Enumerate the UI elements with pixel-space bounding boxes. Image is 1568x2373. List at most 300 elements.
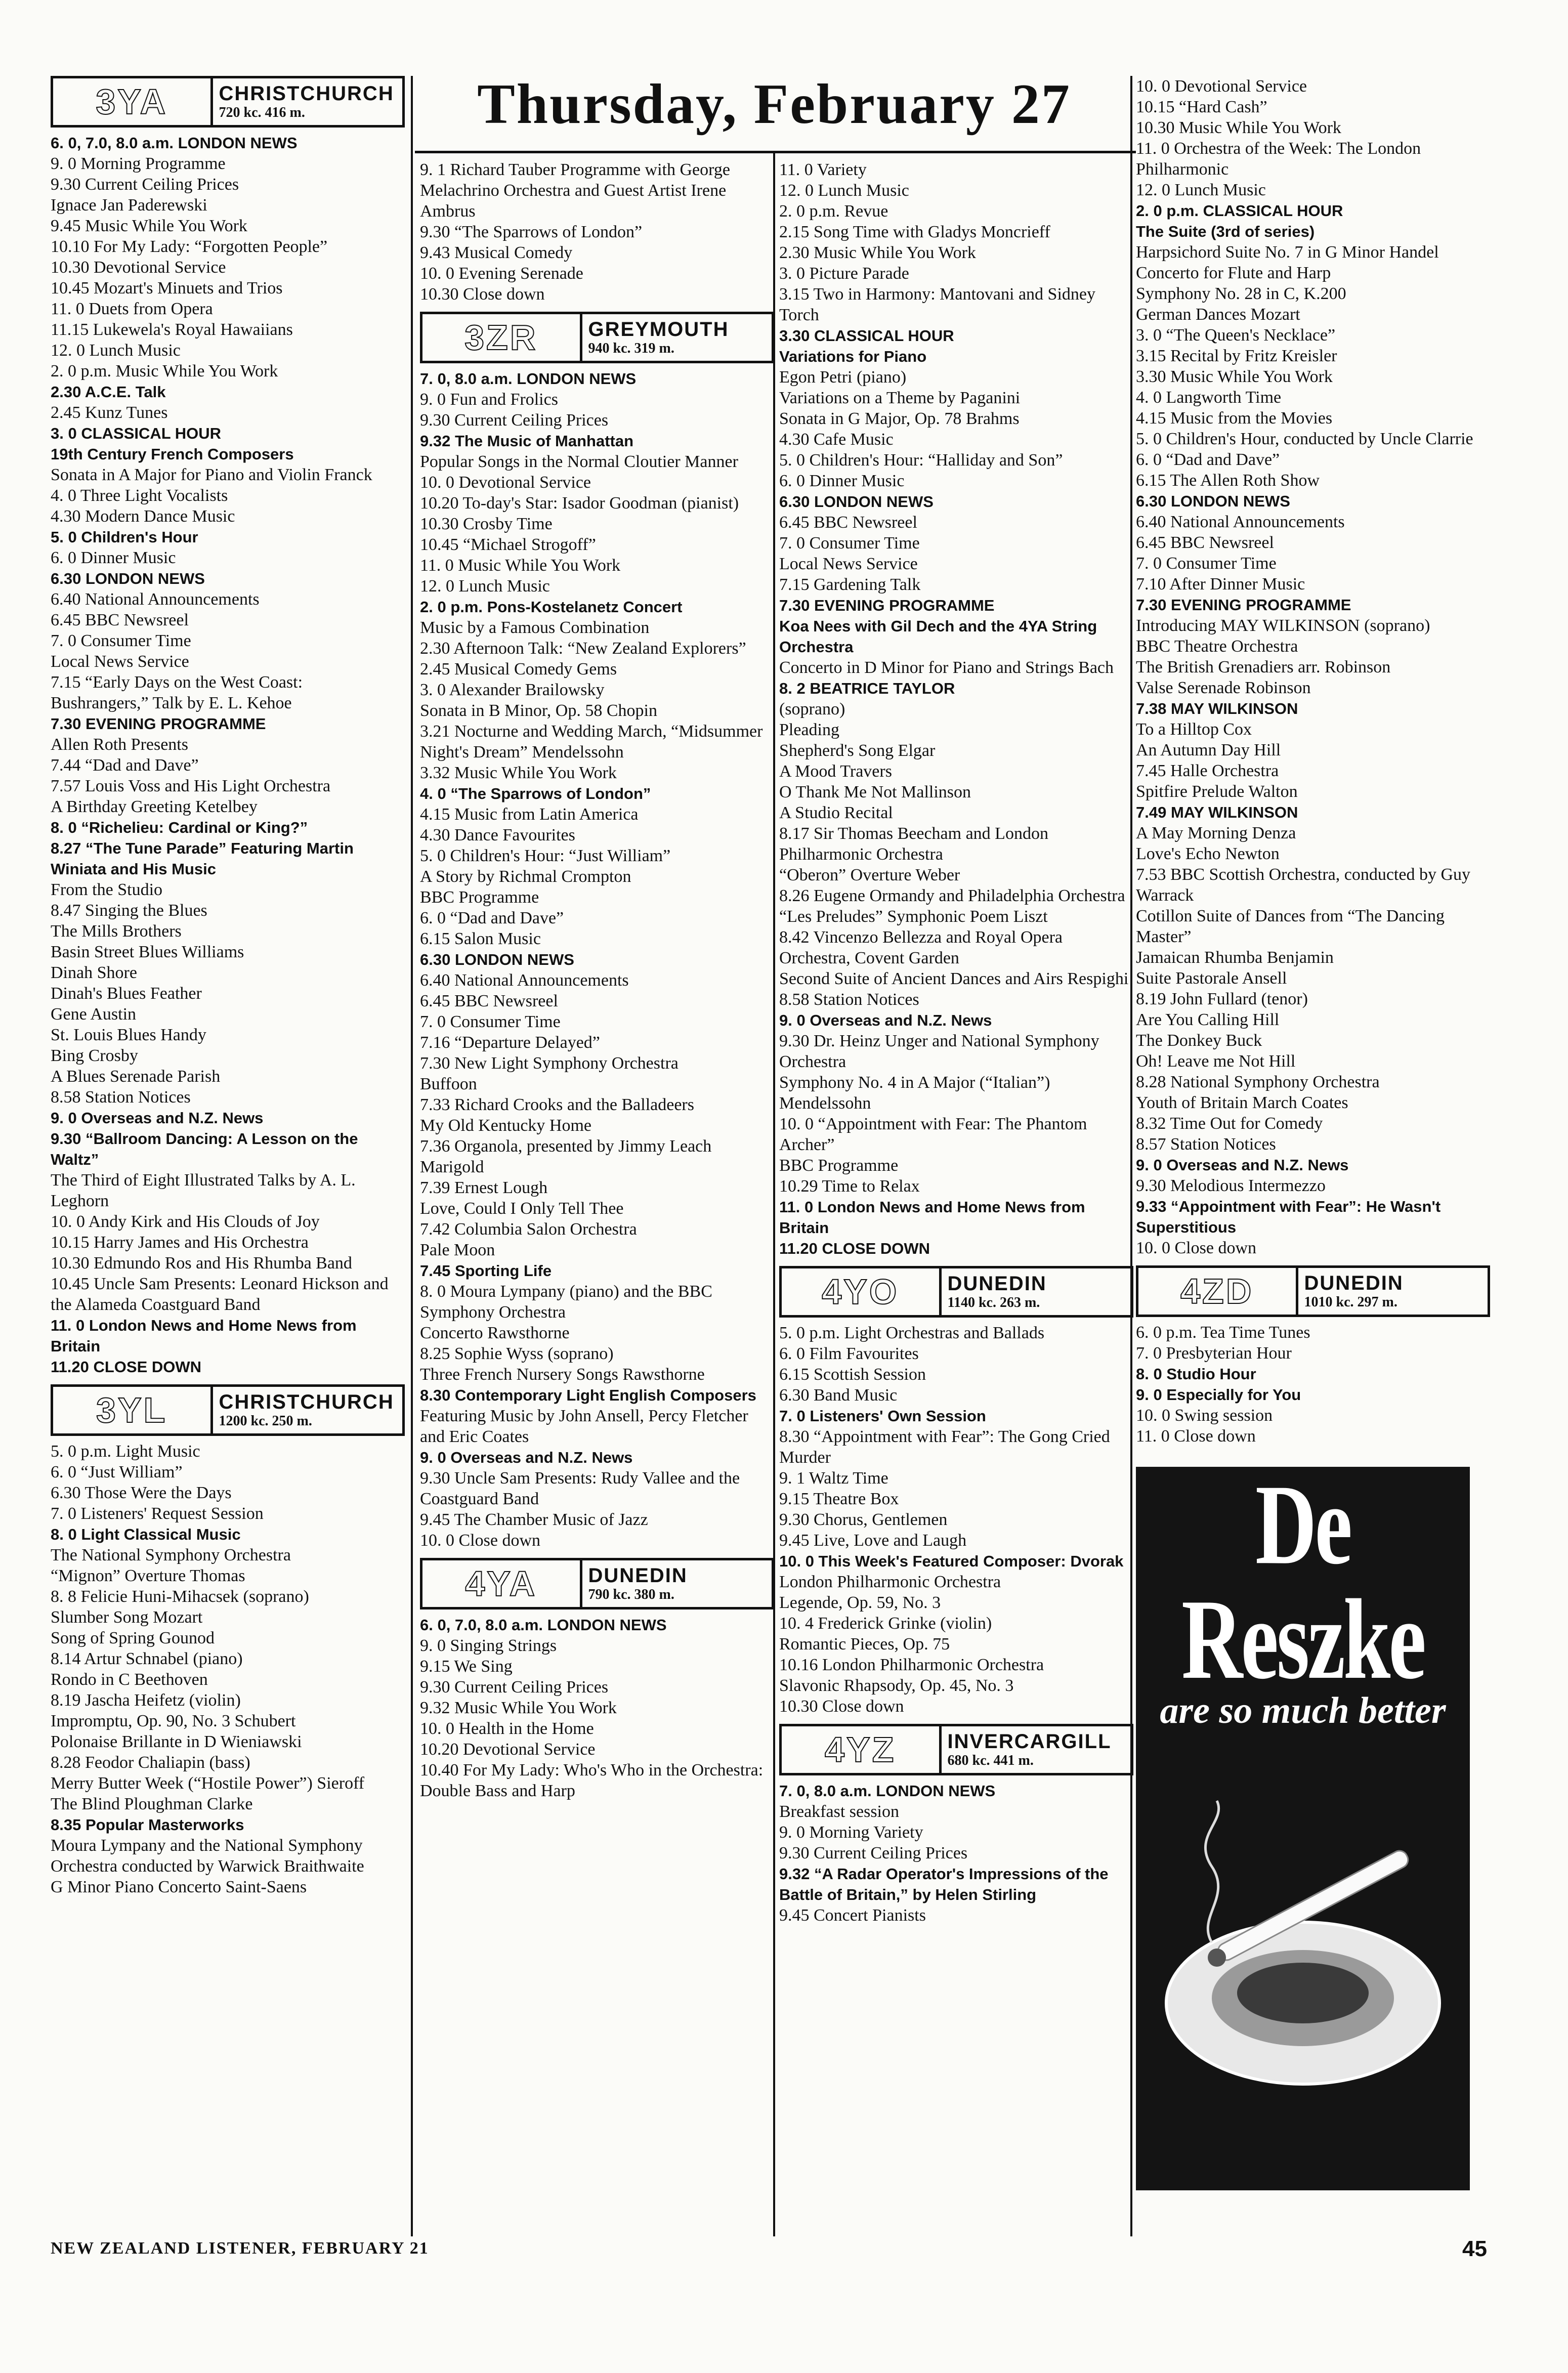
program-entry: 7.53 BBC Scottish Orchestra, conducted by Guy Warrack (1136, 865, 1471, 905)
program-entry: 8.32 Time Out for Comedy (1136, 1114, 1323, 1133)
program-entry: Sonata in B Minor, Op. 58 Chopin (420, 701, 657, 720)
program-entry: 11.15 Lukewela's Royal Hawaiians (51, 320, 293, 339)
program-entry: 6.30 LONDON NEWS (1136, 492, 1290, 510)
program-entry: 3.30 CLASSICAL HOUR (779, 327, 954, 345)
program-list-4yz (779, 1781, 1133, 1926)
program-entry: A May Morning Denza (1136, 824, 1296, 842)
program-entry: 7.45 Sporting Life (420, 1262, 552, 1280)
program-entry: A Story by Richmal Crompton (420, 867, 631, 886)
program-entry: 6.40 National Announcements (420, 971, 629, 990)
ashtray-cigarette-illustration (1156, 1791, 1450, 2175)
page-number: 45 (1462, 2236, 1487, 2261)
program-entry: 6. 0, 7.0, 8.0 a.m. LONDON NEWS (420, 1616, 667, 1634)
program-entry: 9.30 Melodious Intermezzo (1136, 1176, 1326, 1195)
program-entry: Basin Street Blues Williams (51, 943, 244, 961)
program-entry: 9.30 Current Ceiling Prices (420, 411, 609, 430)
column-1 (51, 76, 405, 1897)
program-entry: 8.26 Eugene Ormandy and Philadelphia Orchestra (779, 886, 1125, 905)
program-entry: BBC Theatre Orchestra (1136, 637, 1298, 656)
program-entry: Local News Service (779, 555, 918, 573)
program-entry: 9. 1 Waltz Time (779, 1469, 888, 1488)
program-entry: 11.20 CLOSE DOWN (779, 1240, 930, 1257)
station-frequency: 1140 kc. 263 m. (947, 1295, 1040, 1310)
program-entry: 3.32 Music While You Work (420, 764, 617, 782)
station-call-sign: 3YA (53, 78, 213, 125)
station-header-3zr (420, 312, 774, 363)
program-entry: 7. 0, 8.0 a.m. LONDON NEWS (779, 1782, 996, 1800)
program-entry: The British Grenadiers arr. Robinson (1136, 658, 1391, 676)
station-call-sign: 4ZD (1138, 1268, 1298, 1315)
program-entry: 7.30 EVENING PROGRAMME (1136, 596, 1351, 614)
program-entry: 5. 0 Children's Hour: “Just William” (420, 846, 671, 865)
program-entry: 7.49 MAY WILKINSON (1136, 803, 1298, 821)
program-entry: 10. 0 Devotional Service (420, 473, 591, 492)
program-entry: 10.10 For My Lady: “Forgotten People” (51, 237, 328, 256)
program-entry: 6.15 The Allen Roth Show (1136, 471, 1320, 490)
program-entry: Local News Service (51, 652, 189, 671)
program-entry: 10. 0 Andy Kirk and His Clouds of Joy (51, 1212, 320, 1231)
program-entry: The Blind Ploughman Clarke (51, 1795, 253, 1813)
footer-publication: NEW ZEALAND LISTENER, FEBRUARY 21 (51, 2239, 429, 2258)
program-entry: 10.30 Crosby Time (420, 515, 553, 533)
program-entry: O Thank Me Not Mallinson (779, 783, 971, 801)
program-entry: 8.58 Station Notices (51, 1088, 191, 1107)
program-entry: 2.45 Kunz Tunes (51, 403, 168, 422)
program-entry: Valse Serenade Robinson (1136, 679, 1311, 697)
program-entry: 7. 0, 8.0 a.m. LONDON NEWS (420, 370, 637, 388)
program-entry: 9.30 Current Ceiling Prices (420, 1678, 609, 1697)
ad-brand: De Reszke (1181, 1467, 1424, 1703)
program-entry: 6. 0 Dinner Music (51, 548, 176, 567)
program-entry: Sonata in G Major, Op. 78 Brahms (779, 409, 1020, 428)
program-entry: Bing Crosby (51, 1046, 138, 1065)
program-entry: Jamaican Rhumba Benjamin (1136, 948, 1334, 967)
program-entry: 5. 0 p.m. Light Orchestras and Ballads (779, 1324, 1045, 1342)
program-entry: 8.28 Feodor Chaliapin (bass) (51, 1753, 250, 1772)
station-call-sign: 4YA (422, 1560, 582, 1607)
program-entry: 2. 0 p.m. Pons-Kostelanetz Concert (420, 598, 683, 616)
program-entry: 6.30 Band Music (779, 1386, 898, 1405)
program-entry: 10. 0 “Appointment with Fear: The Phantom Archer” (779, 1115, 1087, 1154)
program-entry: 3.21 Nocturne and Wedding March, “Midsummer Night's Dream” Mendelssohn (420, 722, 763, 761)
program-entry: Slavonic Rhapsody, Op. 45, No. 3 (779, 1676, 1014, 1695)
program-entry: 10. 0 Devotional Service (1136, 77, 1307, 96)
program-entry: 10.40 For My Lady: Who's Who in the Orchestra: Double Bass and Harp (420, 1761, 764, 1800)
station-frequency: 790 kc. 380 m. (588, 1587, 674, 1602)
program-entry: 9.45 Concert Pianists (779, 1906, 926, 1925)
program-list-3zr (420, 368, 774, 1551)
program-entry: BBC Programme (779, 1156, 899, 1175)
program-entry: 7. 0 Listeners' Own Session (779, 1407, 986, 1425)
program-entry: 8.30 “Appointment with Fear”: The Gong Cried Murder (779, 1427, 1110, 1467)
program-entry: 8.17 Sir Thomas Beecham and London Philharmonic Orchestra (779, 824, 1048, 864)
program-entry: 9.32 Music While You Work (420, 1699, 617, 1717)
station-call-sign: 4YZ (782, 1726, 942, 1773)
program-entry: 8. 0 Light Classical Music (51, 1525, 241, 1543)
program-entry: 8. 8 Felicie Huni-Mihacsek (soprano) (51, 1587, 309, 1606)
program-list-4ya-cont (420, 159, 774, 305)
program-entry: 2. 0 p.m. Revue (779, 202, 888, 221)
program-entry: 7.15 Gardening Talk (779, 575, 921, 594)
program-entry: 6. 0 “Just William” (51, 1463, 183, 1481)
program-entry: 8.27 “The Tune Parade” Featuring Martin Winiata and His Music (51, 839, 354, 878)
station-city: INVERCARGILL (947, 1730, 1112, 1753)
program-list-3ya (51, 133, 405, 1377)
program-entry: 2. 0 p.m. Music While You Work (51, 362, 278, 380)
program-entry: 4. 0 “The Sparrows of London” (420, 785, 651, 802)
program-entry: 2.15 Song Time with Gladys Moncrieff (779, 223, 1050, 241)
program-entry: G Minor Piano Concerto Saint-Saens (51, 1878, 307, 1896)
program-entry: 7.30 EVENING PROGRAMME (51, 715, 266, 733)
program-entry: Marigold (420, 1158, 484, 1176)
program-entry: 9.45 Live, Love and Laugh (779, 1531, 967, 1550)
program-entry: 3.15 Two in Harmony: Mantovani and Sidney Torch (779, 285, 1095, 324)
program-entry: 3. 0 Alexander Brailowsky (420, 681, 605, 699)
program-entry: 7. 0 Consumer Time (1136, 554, 1277, 573)
program-entry: 9. 0 Singing Strings (420, 1636, 557, 1655)
program-entry: 5. 0 Children's Hour, conducted by Uncle Clarrie (1136, 430, 1473, 448)
program-entry: 9.32 “A Radar Operator's Impressions of the Battle of Britain,” by Helen Stirling (779, 1865, 1109, 1903)
program-entry: 9.15 We Sing (420, 1657, 513, 1676)
program-entry: 7.10 After Dinner Music (1136, 575, 1305, 594)
program-entry: 10.45 “Michael Strogoff” (420, 535, 596, 554)
program-entry: Concerto Rawsthorne (420, 1324, 570, 1342)
program-entry: London Philharmonic Orchestra (779, 1573, 1001, 1591)
program-list-4yz-cont (1136, 76, 1490, 1258)
program-entry: 6. 0 Film Favourites (779, 1344, 919, 1363)
program-entry: Ignace Jan Paderewski (51, 196, 207, 215)
program-entry: 9. 0 Fun and Frolics (420, 390, 558, 409)
station-header-4yo (779, 1266, 1133, 1318)
program-entry: 7.36 Organola, presented by Jimmy Leach (420, 1137, 712, 1156)
program-entry: 10. 0 This Week's Featured Composer: Dvorak (779, 1552, 1124, 1570)
program-entry: 6.45 BBC Newsreel (779, 513, 917, 532)
program-entry: 6.30 Those Were the Days (51, 1484, 232, 1502)
program-entry: Symphony No. 4 in A Major (“Italian”) Mendelssohn (779, 1073, 1050, 1113)
program-list-4yo (779, 1323, 1133, 1717)
program-entry: 8. 0 “Richelieu: Cardinal or King?” (51, 819, 308, 836)
program-entry: Legende, Op. 59, No. 3 (779, 1593, 941, 1612)
program-entry: “Les Preludes” Symphonic Poem Liszt (779, 907, 1048, 926)
program-entry: St. Louis Blues Handy (51, 1026, 206, 1044)
program-entry: 10.15 Harry James and His Orchestra (51, 1233, 309, 1252)
program-entry: 9.33 “Appointment with Fear”: He Wasn't Superstitious (1136, 1198, 1441, 1236)
program-entry: Dinah Shore (51, 963, 137, 982)
program-entry: Featuring Music by John Ansell, Percy Fletcher and Eric Coates (420, 1407, 748, 1446)
program-entry: 9.45 Music While You Work (51, 217, 247, 235)
program-entry: German Dances Mozart (1136, 305, 1300, 324)
station-city: DUNEDIN (588, 1564, 688, 1587)
program-entry: Gene Austin (51, 1005, 137, 1024)
program-entry: 8.25 Sophie Wyss (soprano) (420, 1344, 614, 1363)
page-title: Thursday, February 27 (477, 73, 1071, 136)
column-divider (411, 76, 413, 2236)
program-entry: 12. 0 Lunch Music (1136, 181, 1266, 199)
program-list-4ya-evening (779, 159, 1133, 1259)
program-entry: 9. 0 Overseas and N.Z. News (51, 1109, 264, 1127)
program-entry: The Mills Brothers (51, 922, 182, 941)
program-entry: 4. 0 Langworth Time (1136, 388, 1282, 407)
program-entry: 7. 0 Listeners' Request Session (51, 1504, 264, 1523)
program-entry: Popular Songs in the Normal Cloutier Manner (420, 452, 738, 471)
program-entry: To a Hilltop Cox (1136, 720, 1252, 739)
program-entry: 2.45 Musical Comedy Gems (420, 660, 617, 679)
program-entry: 7.38 MAY WILKINSON (1136, 700, 1298, 717)
program-entry: 9.30 Current Ceiling Prices (779, 1844, 968, 1862)
column-4 (1136, 76, 1490, 2190)
program-entry: (soprano) (779, 700, 845, 718)
program-entry: 11. 0 London News and Home News from Britain (51, 1317, 357, 1355)
program-entry: 9.43 Musical Comedy (420, 243, 573, 262)
program-entry: 6. 0 p.m. Tea Time Tunes (1136, 1323, 1310, 1342)
program-entry: 8.47 Singing the Blues (51, 901, 207, 920)
program-entry: The Third of Eight Illustrated Talks by A. L. Leghorn (51, 1171, 356, 1210)
program-entry: 10.45 Mozart's Minuets and Trios (51, 279, 283, 298)
station-call-sign: 4YO (782, 1268, 942, 1315)
program-entry: 10.30 Devotional Service (51, 258, 226, 277)
program-entry: 10.20 Devotional Service (420, 1740, 596, 1759)
program-entry: 5. 0 Children's Hour: “Halliday and Son” (779, 451, 1063, 470)
program-entry: 8.30 Contemporary Light English Composers (420, 1386, 756, 1404)
program-entry: The Donkey Buck (1136, 1031, 1262, 1050)
program-entry: 6.45 BBC Newsreel (420, 992, 558, 1010)
program-entry: My Old Kentucky Home (420, 1116, 592, 1135)
program-entry: The Suite (3rd of series) (1136, 223, 1315, 240)
de-reszke-advertisement (1136, 1467, 1470, 2190)
program-list-4ya (420, 1615, 774, 1801)
program-entry: 7. 0 Presbyterian Hour (1136, 1344, 1292, 1363)
program-entry: Breakfast session (779, 1802, 900, 1821)
program-entry: 10.30 Close down (779, 1697, 904, 1716)
program-entry: Concerto for Flute and Harp (1136, 264, 1331, 282)
program-entry: Spitfire Prelude Walton (1136, 782, 1298, 801)
station-header-4ya (420, 1558, 774, 1609)
program-entry: Introducing MAY WILKINSON (soprano) (1136, 616, 1430, 635)
program-entry: 8.19 John Fullard (tenor) (1136, 990, 1308, 1008)
program-entry: 9.30 Uncle Sam Presents: Rudy Vallee and the Coastguard Band (420, 1469, 740, 1508)
program-entry: Harpsichord Suite No. 7 in G Minor Handel (1136, 243, 1439, 262)
column-3 (779, 159, 1133, 1926)
program-entry: 9.30 Chorus, Gentlemen (779, 1510, 948, 1529)
program-entry: 10.45 Uncle Sam Presents: Leonard Hickson and the Alameda Coastguard Band (51, 1275, 389, 1314)
program-entry: 6.40 National Announcements (51, 590, 260, 609)
program-entry: A Blues Serenade Parish (51, 1067, 221, 1086)
station-frequency: 1010 kc. 297 m. (1304, 1294, 1397, 1310)
program-entry: 6. 0, 7.0, 8.0 a.m. LONDON NEWS (51, 134, 298, 152)
program-entry: 2.30 Afternoon Talk: “New Zealand Explorers” (420, 639, 746, 658)
program-entry: 3.15 Recital by Fritz Kreisler (1136, 347, 1337, 365)
program-entry: Buffoon (420, 1075, 477, 1093)
program-entry: 6.30 LONDON NEWS (420, 951, 574, 968)
ad-slogan: are so much better (1160, 1690, 1446, 1731)
program-entry: 10.30 Close down (420, 285, 545, 304)
program-entry: 8.58 Station Notices (779, 990, 919, 1009)
program-entry: A Mood Travers (779, 762, 892, 781)
program-entry: 4. 0 Three Light Vocalists (51, 486, 228, 505)
program-entry: Are You Calling Hill (1136, 1010, 1280, 1029)
program-entry: 8. 0 Moura Lympany (piano) and the BBC Symphony Orchestra (420, 1282, 712, 1322)
program-entry: 6.30 LONDON NEWS (779, 493, 934, 511)
program-entry: 3. 0 CLASSICAL HOUR (51, 425, 222, 442)
station-frequency: 680 kc. 441 m. (947, 1753, 1034, 1768)
program-entry: Merry Butter Week (“Hostile Power”) Sieroff (51, 1774, 365, 1793)
program-entry: 6.45 BBC Newsreel (1136, 533, 1274, 552)
station-header-4yz (779, 1724, 1133, 1775)
program-entry: 6.15 Salon Music (420, 929, 541, 948)
program-entry: 10.15 “Hard Cash” (1136, 98, 1267, 116)
program-entry: 8.28 National Symphony Orchestra (1136, 1073, 1380, 1091)
program-entry: “Mignon” Overture Thomas (51, 1566, 245, 1585)
program-entry: 9. 0 Especially for You (1136, 1386, 1301, 1404)
program-entry: 10. 0 Close down (420, 1531, 540, 1550)
program-entry: 7.33 Richard Crooks and the Balladeers (420, 1095, 694, 1114)
program-entry: 7.16 “Departure Delayed” (420, 1033, 600, 1052)
program-entry: 4.30 Modern Dance Music (51, 507, 235, 526)
program-entry: Dinah's Blues Feather (51, 984, 202, 1003)
program-entry: Sonata in A Major for Piano and Violin Franck (51, 465, 372, 484)
program-entry: Song of Spring Gounod (51, 1629, 215, 1647)
station-city: CHRISTCHURCH (219, 1391, 394, 1413)
program-entry: 9. 0 Morning Variety (779, 1823, 923, 1842)
station-header-3ya (51, 76, 405, 128)
program-entry: 8.57 Station Notices (1136, 1135, 1276, 1154)
program-entry: 4.30 Cafe Music (779, 430, 894, 449)
program-entry: 10. 0 Health in the Home (420, 1719, 594, 1738)
program-entry: Shepherd's Song Elgar (779, 741, 936, 760)
program-entry: 9. 0 Overseas and N.Z. News (1136, 1156, 1349, 1174)
program-entry: 11. 0 London News and Home News from Britain (779, 1198, 1085, 1237)
program-entry: 12. 0 Lunch Music (779, 181, 909, 200)
program-entry: “Oberon” Overture Weber (779, 866, 960, 884)
program-entry: Music by a Famous Combination (420, 618, 650, 637)
program-entry: 7.30 EVENING PROGRAMME (779, 597, 995, 614)
program-entry: 7.30 New Light Symphony Orchestra (420, 1054, 679, 1073)
program-entry: 6.15 Scottish Session (779, 1365, 926, 1384)
program-entry: 8.14 Artur Schnabel (piano) (51, 1649, 243, 1668)
program-entry: 10. 0 Evening Serenade (420, 264, 583, 283)
program-entry: 9.15 Theatre Box (779, 1490, 899, 1508)
program-entry: Three French Nursery Songs Rawsthorne (420, 1365, 705, 1384)
station-call-sign: 3YL (53, 1387, 213, 1433)
station-city: DUNEDIN (1304, 1272, 1404, 1294)
program-entry: 11. 0 Variety (779, 160, 867, 179)
title-rule (415, 151, 1136, 153)
program-entry: 9.30 “The Sparrows of London” (420, 223, 643, 241)
program-entry: 8.42 Vincenzo Bellezza and Royal Opera Orchestra, Covent Garden (779, 928, 1063, 967)
program-entry: 6. 0 “Dad and Dave” (420, 909, 564, 927)
program-entry: 19th Century French Composers (51, 445, 294, 463)
program-entry: A Birthday Greeting Ketelbey (51, 797, 258, 816)
station-city: CHRISTCHURCH (219, 82, 394, 105)
program-entry: 11. 0 Duets from Opera (51, 300, 213, 318)
program-entry: 9.30 “Ballroom Dancing: A Lesson on the Waltz” (51, 1130, 358, 1168)
program-entry: 9. 1 Richard Tauber Programme with George Melachrino Orchestra and Guest Artist Irene Ambrus (420, 160, 730, 221)
program-entry: Allen Roth Presents (51, 735, 188, 754)
station-city: GREYMOUTH (588, 318, 729, 341)
program-entry: Rondo in C Beethoven (51, 1670, 208, 1689)
program-entry: Egon Petri (piano) (779, 368, 907, 387)
program-entry: Variations for Piano (779, 348, 927, 365)
program-entry: Pale Moon (420, 1241, 495, 1259)
program-entry: 4.30 Dance Favourites (420, 826, 575, 844)
program-entry: Concerto in D Minor for Piano and Strings Bach (779, 658, 1114, 677)
program-entry: BBC Programme (420, 888, 539, 907)
program-entry: From the Studio (51, 880, 163, 899)
station-frequency: 720 kc. 416 m. (219, 105, 305, 120)
program-entry: 11. 0 Music While You Work (420, 556, 621, 575)
program-entry: 8.35 Popular Masterworks (51, 1816, 244, 1834)
program-entry: 6.40 National Announcements (1136, 513, 1345, 531)
program-entry: 9.32 The Music of Manhattan (420, 432, 634, 450)
program-entry: 3. 0 “The Queen's Necklace” (1136, 326, 1336, 345)
station-city: DUNEDIN (947, 1273, 1047, 1295)
program-entry: 7. 0 Consumer Time (420, 1012, 561, 1031)
program-entry: Love, Could I Only Tell Thee (420, 1199, 624, 1218)
program-entry: Romantic Pieces, Op. 75 (779, 1635, 950, 1654)
program-entry: 8. 0 Studio Hour (1136, 1365, 1256, 1383)
program-entry: 11. 0 Close down (1136, 1427, 1256, 1446)
program-list-4zd (1136, 1322, 1490, 1447)
program-entry: 7. 0 Consumer Time (51, 631, 191, 650)
program-entry: Koa Nees with Gil Dech and the 4YA String Orchestra (779, 617, 1097, 656)
station-header-3yl (51, 1384, 405, 1436)
program-entry: 10.30 Edmundo Ros and His Rhumba Band (51, 1254, 352, 1273)
program-entry: Pleading (779, 721, 839, 739)
program-entry: 9. 0 Overseas and N.Z. News (420, 1449, 633, 1466)
program-entry: 6.45 BBC Newsreel (51, 611, 189, 629)
program-entry: Youth of Britain March Coates (1136, 1093, 1348, 1112)
program-entry: The National Symphony Orchestra (51, 1546, 291, 1564)
program-entry: 11.20 CLOSE DOWN (51, 1358, 202, 1376)
program-entry: 6. 0 Dinner Music (779, 472, 905, 490)
program-entry: 7.57 Louis Voss and His Light Orchestra (51, 777, 331, 795)
program-entry: 2. 0 p.m. CLASSICAL HOUR (1136, 202, 1343, 220)
program-entry: 11. 0 Orchestra of the Week: The London Philharmonic (1136, 139, 1421, 179)
program-entry: Polonaise Brillante in D Wieniawski (51, 1732, 302, 1751)
program-entry: Second Suite of Ancient Dances and Airs Respighi (779, 969, 1129, 988)
program-entry: 2.30 A.C.E. Talk (51, 383, 166, 401)
program-entry: 3. 0 Picture Parade (779, 264, 909, 283)
program-entry: 9.45 The Chamber Music of Jazz (420, 1510, 648, 1529)
program-entry: 7. 0 Consumer Time (779, 534, 920, 553)
program-entry: Suite Pastorale Ansell (1136, 969, 1287, 988)
program-entry: An Autumn Day Hill (1136, 741, 1281, 759)
program-entry: 9.30 Current Ceiling Prices (51, 175, 239, 194)
program-entry: A Studio Recital (779, 803, 893, 822)
station-call-sign: 3ZR (422, 314, 582, 361)
program-entry: 12. 0 Lunch Music (51, 341, 181, 360)
program-entry: 10.30 Music While You Work (1136, 118, 1341, 137)
program-entry: 10. 0 Swing session (1136, 1406, 1273, 1425)
program-entry: 5. 0 Children's Hour (51, 528, 198, 546)
program-entry: 7.44 “Dad and Dave” (51, 756, 199, 775)
station-frequency: 1200 kc. 250 m. (219, 1413, 312, 1429)
program-entry: 9. 0 Morning Programme (51, 154, 226, 173)
program-entry: 10.16 London Philharmonic Orchestra (779, 1656, 1044, 1674)
program-entry: Variations on a Theme by Paganini (779, 389, 1021, 407)
program-list-3yl (51, 1441, 405, 1897)
program-entry: Love's Echo Newton (1136, 844, 1280, 863)
program-entry: 7.15 “Early Days on the West Coast: Bushrangers,” Talk by E. L. Kehoe (51, 673, 303, 712)
program-entry: Slumber Song Mozart (51, 1608, 203, 1627)
program-entry: 9.30 Dr. Heinz Unger and National Symphony Orchestra (779, 1032, 1099, 1071)
program-entry: 10.29 Time to Relax (779, 1177, 920, 1196)
program-entry: Moura Lympany and the National Symphony Orchestra conducted by Warwick Braithwaite (51, 1836, 364, 1876)
program-entry: 9. 0 Overseas and N.Z. News (779, 1011, 992, 1029)
program-entry: 4.15 Music from Latin America (420, 805, 639, 824)
program-entry: 3.30 Music While You Work (1136, 367, 1333, 386)
program-entry: 10.20 To-day's Star: Isador Goodman (pianist) (420, 494, 739, 513)
